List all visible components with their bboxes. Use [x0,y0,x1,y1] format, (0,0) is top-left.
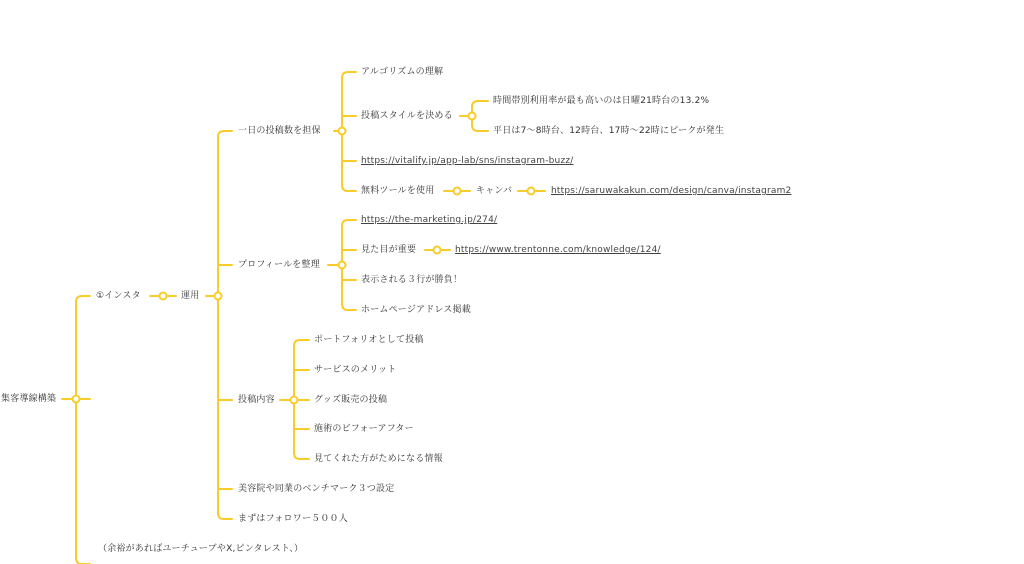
node-content-goods[interactable]: グッズ販売の投稿 [314,395,388,405]
root-node-label[interactable]: 集客導線構築 [1,394,57,404]
link-canva-guide[interactable]: https://saruwakakun.com/design/canva/instagram2 [551,186,792,196]
node-three-lines[interactable]: 表示される３行が勝負！ [361,275,463,285]
node-content-merit[interactable]: サービスのメリット [314,365,397,375]
root-branch [76,558,90,564]
node-post-content[interactable]: 投稿内容 [238,395,275,405]
node-algorithm[interactable]: アルゴリズムの理解 [361,67,444,77]
node-peak-sunday[interactable]: 時間帯別利用率が最も高いのは日曜21時台の13.2% [493,96,710,106]
node-content-before-after[interactable]: 施術のビフォーアフター [314,424,414,434]
root-collapse-knob [73,396,80,403]
node-post-style[interactable]: 投稿スタイルを決める [361,111,453,121]
style-branch [472,125,488,131]
content-branch [294,453,309,459]
node-appearance[interactable]: 見た目が重要 [361,245,417,255]
node-content-portfolio[interactable]: ポートフォリオとして投稿 [314,335,424,345]
node-operation[interactable]: 運用 [181,291,200,301]
profile-collapse-knob [339,262,346,269]
node-peak-weekday[interactable]: 平日は7〜8時台、12時台、17時〜22時にピークが発生 [493,126,725,136]
content-branch [294,340,309,346]
node-benchmark[interactable]: 美容院や同業のベンチマーク３つ設定 [238,484,395,494]
node-profile[interactable]: プロフィールを整理 [238,260,320,270]
node-free-tool[interactable]: 無料ツールを使用 [361,186,435,196]
root-branch [76,296,90,302]
node-homepage-address[interactable]: ホームページアドレス掲載 [361,305,471,315]
node-other-platforms[interactable]: （余裕があればユーチューブやX,ピンタレスト、） [98,544,304,554]
insta-collapse-knob [160,293,167,300]
freetool-collapse-knob [454,188,461,195]
daily-branch [342,72,356,78]
node-instagram[interactable]: ①インスタ [96,291,141,301]
style-branch [472,101,488,107]
unyou-collapse-knob [215,293,222,300]
node-canva[interactable]: キャンバ [476,186,513,196]
canva-collapse-knob [528,188,535,195]
node-followers[interactable]: まずはフォロワー５００人 [238,514,348,524]
unyou-branch [218,131,232,137]
profile-branch [342,304,356,310]
unyou-branch [218,513,232,519]
style-collapse-knob [469,113,476,120]
link-the-marketing[interactable]: https://the-marketing.jp/274/ [361,215,498,225]
profile-branch [342,220,356,226]
node-content-useful-info[interactable]: 見てくれた方がためになる情報 [314,454,443,464]
daily-branch [342,185,356,191]
link-trentonne[interactable]: https://www.trentonne.com/knowledge/124/ [455,245,661,255]
link-vitalify[interactable]: https://vitalify.jp/app-lab/sns/instagram-buzz/ [361,156,574,166]
node-daily-posts[interactable]: 一日の投稿数を担保 [238,126,321,136]
look-collapse-knob [434,247,441,254]
daily-collapse-knob [339,128,346,135]
content-collapse-knob [291,397,298,404]
